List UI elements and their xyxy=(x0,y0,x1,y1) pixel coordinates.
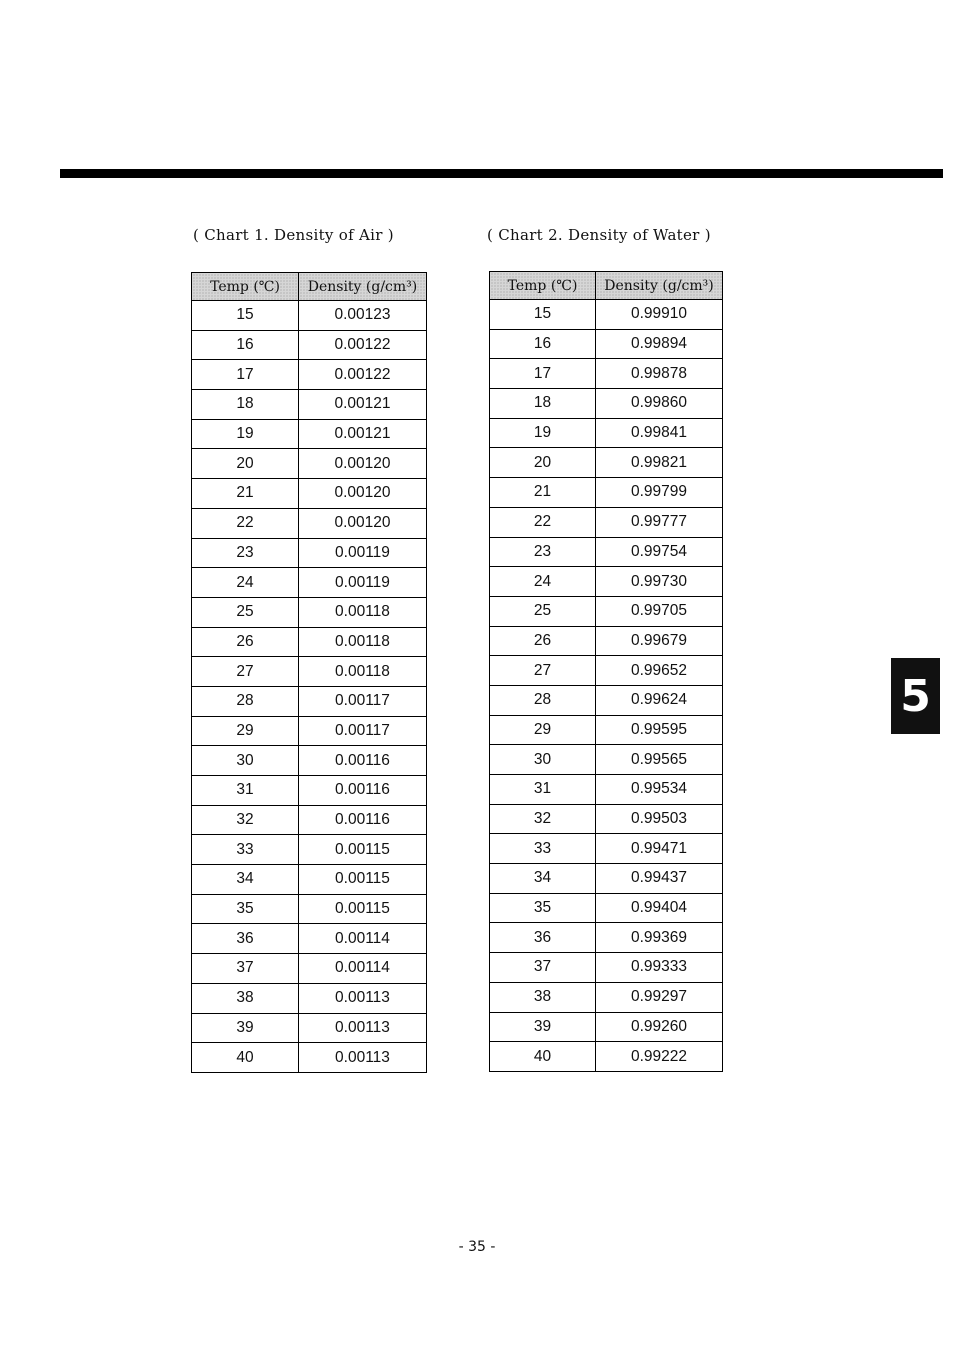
density-cell: 0.99799 xyxy=(596,478,723,508)
density-cell: 0.99652 xyxy=(596,656,723,686)
table-row xyxy=(192,508,427,538)
chart-1-title: ( Chart 1. Density of Air ) xyxy=(193,226,394,244)
temp-cell: 26 xyxy=(490,626,596,656)
table-row xyxy=(192,686,427,716)
temp-cell: 16 xyxy=(192,330,299,360)
table-row xyxy=(490,567,723,597)
density-cell: 0.00113 xyxy=(299,1013,427,1043)
table-row xyxy=(192,983,427,1013)
density-cell: 0.99503 xyxy=(596,804,723,834)
table-row xyxy=(490,775,723,805)
table-row xyxy=(490,389,723,419)
density-cell: 0.00117 xyxy=(299,686,427,716)
temp-cell: 25 xyxy=(192,597,299,627)
temp-cell: 24 xyxy=(490,567,596,597)
density-cell: 0.99878 xyxy=(596,359,723,389)
column-header-density: Density (g/cm³) xyxy=(299,273,427,301)
density-cell: 0.00115 xyxy=(299,865,427,895)
temp-cell: 37 xyxy=(192,954,299,984)
temp-cell: 39 xyxy=(192,1013,299,1043)
table-row xyxy=(490,864,723,894)
temp-cell: 28 xyxy=(490,685,596,715)
air-density-table xyxy=(191,272,427,1073)
table-row xyxy=(192,301,427,331)
table-row xyxy=(490,745,723,775)
table-row xyxy=(192,716,427,746)
temp-cell: 28 xyxy=(192,686,299,716)
temp-cell: 15 xyxy=(192,301,299,331)
column-header-density: Density (g/cm³) xyxy=(596,272,723,300)
density-cell: 0.00119 xyxy=(299,538,427,568)
temp-cell: 23 xyxy=(490,537,596,567)
temp-cell: 31 xyxy=(192,776,299,806)
density-cell: 0.99260 xyxy=(596,1012,723,1042)
temp-cell: 36 xyxy=(192,924,299,954)
table-row xyxy=(490,804,723,834)
table-header-row xyxy=(192,273,427,301)
density-cell: 0.00113 xyxy=(299,1043,427,1073)
section-tab-marker: 5 xyxy=(891,658,940,734)
density-cell: 0.99754 xyxy=(596,537,723,567)
table-row xyxy=(192,597,427,627)
density-cell: 0.00115 xyxy=(299,894,427,924)
water-density-table xyxy=(489,271,723,1072)
temp-cell: 19 xyxy=(192,419,299,449)
temp-cell: 33 xyxy=(192,835,299,865)
table-row xyxy=(490,626,723,656)
density-cell: 0.99624 xyxy=(596,685,723,715)
table-row xyxy=(490,923,723,953)
table-row xyxy=(490,834,723,864)
table-row xyxy=(490,537,723,567)
table-row xyxy=(192,805,427,835)
density-cell: 0.99821 xyxy=(596,448,723,478)
temp-cell: 27 xyxy=(490,656,596,686)
density-cell: 0.99534 xyxy=(596,775,723,805)
density-cell: 0.99333 xyxy=(596,953,723,983)
density-cell: 0.99437 xyxy=(596,864,723,894)
temp-cell: 20 xyxy=(192,449,299,479)
density-cell: 0.99777 xyxy=(596,507,723,537)
table-row xyxy=(192,954,427,984)
table-row xyxy=(490,478,723,508)
temp-cell: 21 xyxy=(490,478,596,508)
density-cell: 0.99222 xyxy=(596,1042,723,1072)
temp-cell: 18 xyxy=(192,390,299,420)
density-cell: 0.00121 xyxy=(299,419,427,449)
table-row xyxy=(490,329,723,359)
table-row xyxy=(192,360,427,390)
temp-cell: 22 xyxy=(192,508,299,538)
temp-cell: 19 xyxy=(490,418,596,448)
temp-cell: 40 xyxy=(192,1043,299,1073)
temp-cell: 21 xyxy=(192,479,299,509)
density-cell: 0.00118 xyxy=(299,657,427,687)
temp-cell: 18 xyxy=(490,389,596,419)
table-row xyxy=(192,657,427,687)
table-row xyxy=(192,776,427,806)
table-row xyxy=(490,596,723,626)
table-row xyxy=(192,479,427,509)
table-row xyxy=(192,894,427,924)
temp-cell: 27 xyxy=(192,657,299,687)
density-cell: 0.99297 xyxy=(596,982,723,1012)
temp-cell: 38 xyxy=(490,982,596,1012)
temp-cell: 20 xyxy=(490,448,596,478)
temp-cell: 17 xyxy=(490,359,596,389)
temp-cell: 36 xyxy=(490,923,596,953)
temp-cell: 37 xyxy=(490,953,596,983)
table-row xyxy=(192,449,427,479)
density-cell: 0.99471 xyxy=(596,834,723,864)
density-cell: 0.00119 xyxy=(299,568,427,598)
density-cell: 0.00116 xyxy=(299,805,427,835)
density-cell: 0.00120 xyxy=(299,479,427,509)
table-row xyxy=(490,359,723,389)
density-cell: 0.99730 xyxy=(596,567,723,597)
density-cell: 0.99369 xyxy=(596,923,723,953)
temp-cell: 34 xyxy=(490,864,596,894)
temp-cell: 40 xyxy=(490,1042,596,1072)
table-row xyxy=(490,685,723,715)
table-row xyxy=(192,538,427,568)
column-header-temp: Temp (℃) xyxy=(490,272,596,300)
temp-cell: 32 xyxy=(192,805,299,835)
temp-cell: 30 xyxy=(490,745,596,775)
table-row xyxy=(192,924,427,954)
table-row xyxy=(192,627,427,657)
temp-cell: 35 xyxy=(490,893,596,923)
top-rule xyxy=(60,169,943,178)
table-row xyxy=(490,507,723,537)
density-cell: 0.99565 xyxy=(596,745,723,775)
table-row xyxy=(192,390,427,420)
density-cell: 0.00117 xyxy=(299,716,427,746)
table-row xyxy=(192,865,427,895)
table-row xyxy=(192,330,427,360)
density-cell: 0.99404 xyxy=(596,893,723,923)
temp-cell: 29 xyxy=(490,715,596,745)
density-cell: 0.00118 xyxy=(299,627,427,657)
density-cell: 0.99679 xyxy=(596,626,723,656)
density-cell: 0.00116 xyxy=(299,776,427,806)
density-cell: 0.00116 xyxy=(299,746,427,776)
density-cell: 0.00120 xyxy=(299,508,427,538)
table-row xyxy=(490,656,723,686)
table-row xyxy=(490,953,723,983)
table-row xyxy=(490,448,723,478)
density-cell: 0.99705 xyxy=(596,596,723,626)
table-row xyxy=(490,982,723,1012)
temp-cell: 23 xyxy=(192,538,299,568)
temp-cell: 32 xyxy=(490,804,596,834)
table-row xyxy=(192,746,427,776)
column-header-temp: Temp (℃) xyxy=(192,273,299,301)
temp-cell: 22 xyxy=(490,507,596,537)
density-cell: 0.99894 xyxy=(596,329,723,359)
density-cell: 0.99841 xyxy=(596,418,723,448)
density-cell: 0.99860 xyxy=(596,389,723,419)
density-cell: 0.00118 xyxy=(299,597,427,627)
temp-cell: 24 xyxy=(192,568,299,598)
temp-cell: 30 xyxy=(192,746,299,776)
density-cell: 0.00122 xyxy=(299,330,427,360)
table-row xyxy=(490,1042,723,1072)
density-cell: 0.99910 xyxy=(596,300,723,330)
temp-cell: 15 xyxy=(490,300,596,330)
temp-cell: 39 xyxy=(490,1012,596,1042)
density-cell: 0.00114 xyxy=(299,954,427,984)
density-cell: 0.00113 xyxy=(299,983,427,1013)
temp-cell: 29 xyxy=(192,716,299,746)
temp-cell: 17 xyxy=(192,360,299,390)
table-row xyxy=(490,1012,723,1042)
table-row xyxy=(192,1043,427,1073)
table-header-row xyxy=(490,272,723,300)
chart-2-title: ( Chart 2. Density of Water ) xyxy=(487,226,711,244)
table-row xyxy=(192,419,427,449)
table-row xyxy=(192,1013,427,1043)
temp-cell: 35 xyxy=(192,894,299,924)
density-cell: 0.99595 xyxy=(596,715,723,745)
density-cell: 0.00123 xyxy=(299,301,427,331)
temp-cell: 31 xyxy=(490,775,596,805)
temp-cell: 38 xyxy=(192,983,299,1013)
table-row xyxy=(490,418,723,448)
table-row xyxy=(490,893,723,923)
temp-cell: 26 xyxy=(192,627,299,657)
temp-cell: 34 xyxy=(192,865,299,895)
table-row xyxy=(490,715,723,745)
page-number: - 35 - xyxy=(458,1239,496,1255)
temp-cell: 25 xyxy=(490,596,596,626)
density-cell: 0.00122 xyxy=(299,360,427,390)
temp-cell: 33 xyxy=(490,834,596,864)
density-cell: 0.00114 xyxy=(299,924,427,954)
density-cell: 0.00115 xyxy=(299,835,427,865)
density-cell: 0.00121 xyxy=(299,390,427,420)
density-cell: 0.00120 xyxy=(299,449,427,479)
table-row xyxy=(490,300,723,330)
temp-cell: 16 xyxy=(490,329,596,359)
table-row xyxy=(192,568,427,598)
table-row xyxy=(192,835,427,865)
